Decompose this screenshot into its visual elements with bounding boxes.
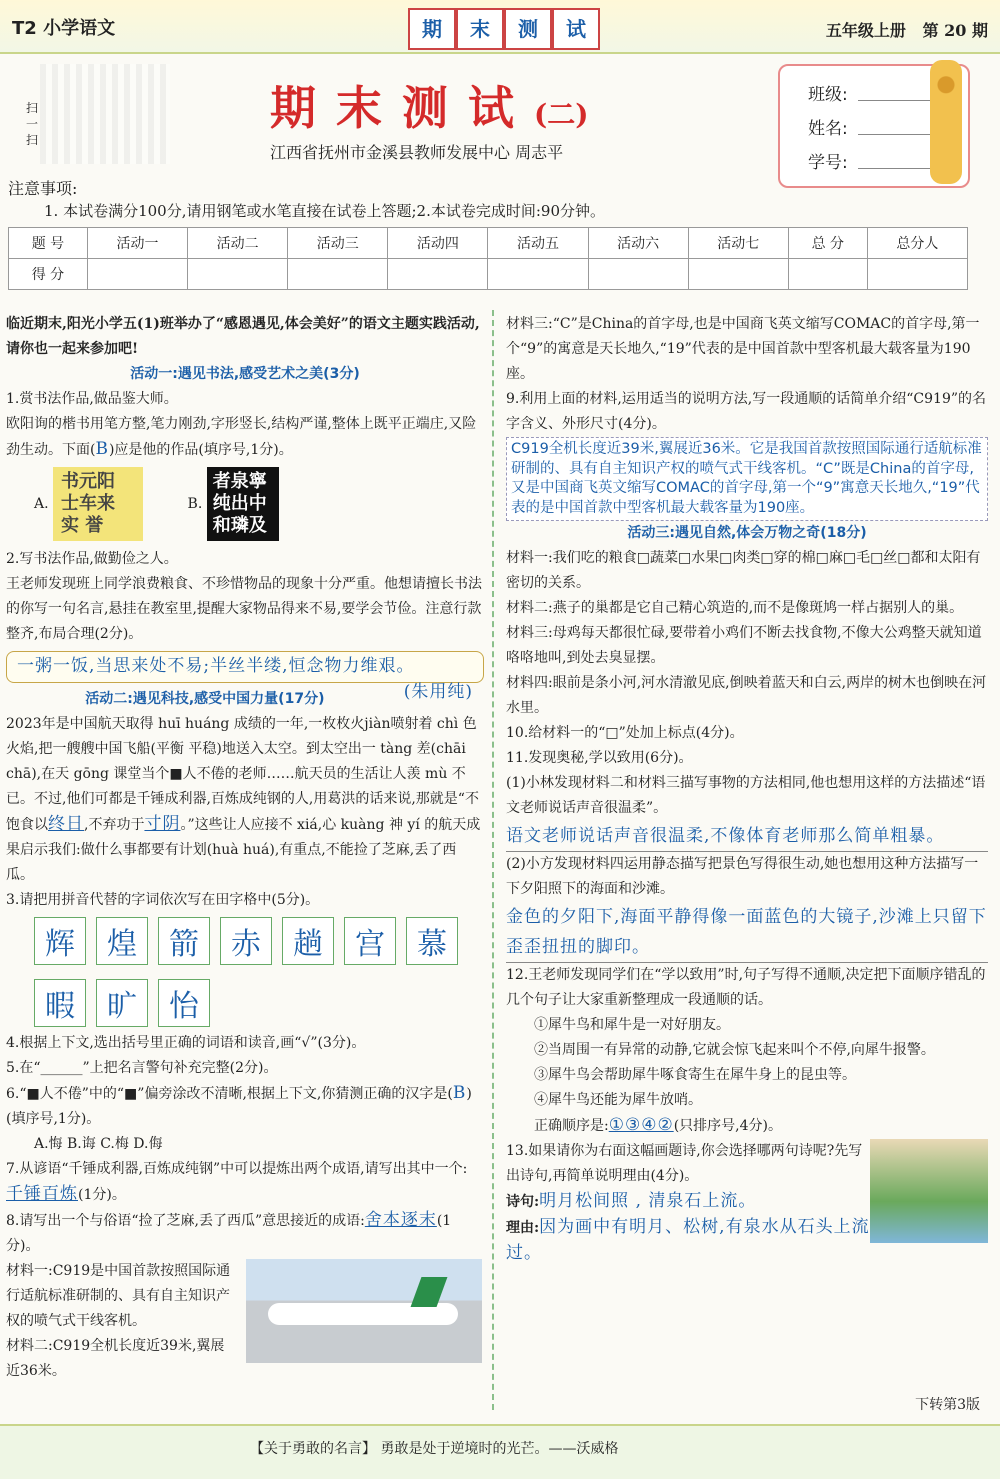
q11-2: (2)小方发现材料四运用静态描写把景色写得很生动,她也想用这种方法描写一下夕阳照下的海面和沙滩。 <box>506 856 979 897</box>
name-label: 姓名: <box>808 119 848 139</box>
scan-label: 扫一扫 <box>26 101 39 147</box>
q1-answer[interactable]: B <box>95 439 109 459</box>
q12-label: 正确顺序是: <box>534 1118 609 1134</box>
score-input-cell[interactable] <box>388 259 488 290</box>
q11: 11.发现奥秘,学以致用(6分)。 <box>506 750 693 766</box>
q12-items <box>506 1013 988 1113</box>
q3: 3.请把用拼音代替的字词依次写在田字格中(5分)。 <box>6 892 320 908</box>
q2-answer[interactable]: 一粥一饭,当思来处不易;半丝半缕,恒念物力维艰。 <box>17 656 415 676</box>
author-line: 江西省抚州市金溪县教师发展中心 周志平 <box>270 143 564 162</box>
q11-1-answer[interactable]: 语文老师说话声音很温柔,不像体育老师那么简单粗暴。 <box>506 821 988 852</box>
id-field[interactable] <box>858 168 934 169</box>
grid-cell[interactable]: 辉 <box>34 917 86 965</box>
materials-row <box>6 1259 484 1384</box>
tag-4: 试 <box>552 8 600 50</box>
header-code <box>12 14 115 40</box>
q2-source: (朱用纯) <box>403 682 473 702</box>
q6-tail: )(填序号,1分)。 <box>6 1086 472 1127</box>
score-header-cell: 活动三 <box>288 228 388 259</box>
grid-cell[interactable]: 旷 <box>96 979 148 1027</box>
grid-cell[interactable]: 怡 <box>158 979 210 1027</box>
poem-answer[interactable]: 明月松间照 , 清泉石上流。 <box>539 1191 757 1211</box>
c919-photo <box>246 1259 482 1363</box>
q6-options: A.悔 B.诲 C.梅 D.侮 <box>34 1136 163 1152</box>
q4: 4.根据上下文,选出括号里正确的词语和读音,画“√”(3分)。 <box>6 1035 366 1051</box>
turn-page-note: 下转第3版 <box>915 1397 980 1413</box>
score-header-cell: 活动五 <box>488 228 588 259</box>
q10: 10.给材料一的“□”处加上标点(4分)。 <box>506 725 744 741</box>
score-input-cell[interactable] <box>688 259 788 290</box>
q12-item: ③犀牛鸟会帮助犀牛啄食寄生在犀牛身上的昆虫等。 <box>534 1067 856 1083</box>
qr-code[interactable] <box>40 64 170 164</box>
reason-label: 理由: <box>506 1220 540 1236</box>
passage-1: 2023年是中国航天取得 huī huáng 成绩的一年,一枚枚火jiàn喷射着 chì 色火焰,把一艘艘中国飞船(平衡 平稳)地送入太空。到太空出一 tàng 差(chāi chā),在天 gōng 课堂当个■人不倦的老师……航天员的生活让人羡 mù 不已。不过,他们可都是千锤成利器,百炼成纯钢的人,用葛洪的话来说,那就是“不饱食以 <box>6 716 479 833</box>
m4: 材料四:眼前是条小河,河水清澈见底,倒映着蓝天和白云,两岸的树木也倒映在河水里。 <box>506 675 987 716</box>
score-header-cell: 题 号 <box>9 228 88 259</box>
grid-cell[interactable]: 宫 <box>344 917 396 965</box>
material-2: 材料二:C919全机长度近39米,翼展近36米。 <box>6 1338 225 1379</box>
material-3: 材料三:“C”是China的首字母,也是中国商飞英文缩写COMAC的首字母,第一个“9”的寓意是天长地久,“19”代表的是中国首款中型客机最大载客量为190座。 <box>506 316 980 382</box>
passage-2: ,不弃功于 <box>84 817 145 833</box>
score-input-cell[interactable] <box>788 259 867 290</box>
score-header-cell: 活动六 <box>588 228 688 259</box>
q8-tail: (1分)。 <box>6 1213 452 1254</box>
q6-body: 6.“■人不倦”中的“■”偏旁涂改不清晰,根据上下文,你猜测正确的汉字是( <box>6 1086 453 1102</box>
class-field[interactable] <box>858 100 934 101</box>
issue-text: 第 20 期 <box>922 21 988 40</box>
grid-cell[interactable]: 煌 <box>96 917 148 965</box>
intro: 临近期末,阳光小学五(1)班举办了“感恩遇见,体会美好”的语文主题实践活动,请你也一起来参加吧! <box>6 316 480 357</box>
grid-cell[interactable]: 赤 <box>220 917 272 965</box>
left-column <box>6 312 484 1384</box>
score-header-cell: 活动四 <box>388 228 488 259</box>
q9-answer[interactable]: C919全机长度近39米,翼展近36米。它是我国首款按照国际通行适航标准研制的、具有自主知识产权的喷气式干线客机。“C”既是China的首字母,又是中国商飞英文缩写COMAC的首字母,第一个“9”寓意天长地久,“19”代表的是中国首款中型客机最大载客量为190座。 <box>506 437 988 521</box>
right-column <box>506 312 988 1267</box>
page-title <box>270 72 589 138</box>
score-input-cell[interactable] <box>87 259 187 290</box>
grid-cell[interactable]: 慕 <box>406 917 458 965</box>
q8-answer[interactable]: 舍本逐末 <box>364 1210 437 1230</box>
q12: 12.王老师发现同学们在“学以致用”时,句子写得不通顺,决定把下面顺序错乱的几个句子让大家重新整理成一段通顺的话。 <box>506 967 986 1008</box>
q1: 1.赏书法作品,做品鉴大师。 <box>6 391 178 407</box>
m1: 材料一:我们吃的粮食□蔬菜□水果□肉类□穿的棉□麻□毛□丝□都和太阳有密切的关系。 <box>506 550 981 591</box>
grade-text: 五年级上册 <box>825 21 906 40</box>
q12-answer[interactable]: ①③④② <box>608 1115 674 1135</box>
activity-2-title: 活动二:遇见科技,感受中国力量(17分) <box>85 691 325 707</box>
q7-tail: (1分)。 <box>78 1187 126 1203</box>
column-divider <box>492 310 494 1410</box>
q6 <box>6 1081 484 1132</box>
calligraphy-b: 者泉寧 纯出中 和璘及 <box>207 467 279 541</box>
header-right <box>826 18 988 41</box>
q6-answer[interactable]: B <box>452 1083 467 1103</box>
score-header-cell: 总 分 <box>788 228 867 259</box>
reason-answer[interactable]: 因为画中有明月、松树,有泉水从石头上流过。 <box>506 1217 870 1263</box>
q7 <box>6 1157 484 1208</box>
q12-order <box>506 1113 988 1139</box>
id-label: 学号: <box>808 153 848 173</box>
score-input-cell[interactable] <box>588 259 688 290</box>
poem-label: 诗句: <box>506 1194 540 1210</box>
q11-1: (1)小林发现材料二和材料三描写事物的方法相同,他也想用这样的方法描述“语文老师说话声音很温柔”。 <box>506 775 986 816</box>
score-input-cell[interactable] <box>188 259 288 290</box>
q13: 13.如果请你为右面这幅画题诗,你会选择哪两句诗呢?先写出诗句,再简单说明理由(4分)。 <box>506 1143 863 1184</box>
q12-item: ④犀牛鸟还能为犀牛放哨。 <box>534 1092 702 1108</box>
title-num: (二) <box>534 98 589 131</box>
q1-body: 欧阳询的楷书用笔方整,笔力刚劲,字形竖长,结构严谨,整体上既平正端庄,又险劲生动。下面( <box>6 416 477 458</box>
footer-quote: 【关于勇敢的名言】 勇敢是处于逆境时的光芒。——沃威格 <box>250 1441 619 1457</box>
q2-text: 王老师发现班上同学浪费粮食、不珍惜物品的现象十分严重。他想请擅长书法的你写一句名言,悬挂在教室里,提醒大家物品得来不易,要学会节俭。注意行款整齐,布局合理(2分)。 <box>6 576 482 642</box>
score-table <box>8 227 968 290</box>
notes-heading: 注意事项: <box>8 179 78 198</box>
calligraphy-a: 书元阳 士车来 实 誉 <box>53 467 143 541</box>
score-header-cell: 活动七 <box>688 228 788 259</box>
option-b-label: B. <box>187 496 203 512</box>
class-label: 班级: <box>808 85 848 105</box>
q1-text <box>6 412 484 463</box>
q12-tail: (只排序号,4分)。 <box>673 1118 782 1134</box>
q8 <box>6 1208 484 1259</box>
q7-body: 7.从谚语“千锤成利器,百炼成纯钢”中可以提炼出两个成语,请写出其中一个: <box>6 1161 468 1177</box>
option-a-label: A. <box>34 496 49 512</box>
score-header-cell: 活动二 <box>188 228 288 259</box>
notes-text: 1. 本试卷满分100分,请用钢笔或水笔直接在试卷上答题;2.本试卷完成时间:90分钟。 <box>44 202 605 220</box>
q12-item: ②当周围一有异常的动静,它就会惊飞起来叫个不停,向犀牛报警。 <box>534 1042 935 1058</box>
q11-2-answer[interactable]: 金色的夕阳下,海面平静得像一面蓝色的大镜子,沙滩上只留下歪歪扭扭的脚印。 <box>506 902 988 963</box>
q8-body: 8.请写出一个与俗语“捡了芝麻,丢了西瓜”意思接近的成语: <box>6 1213 365 1229</box>
passage <box>6 712 484 888</box>
q9: 9.利用上面的材料,运用适当的说明方法,写一段通顺的话简单介绍“C919”的名字含义、外形尺寸(4分)。 <box>506 391 987 432</box>
score-input-cell[interactable] <box>288 259 388 290</box>
q7-answer[interactable]: 千锤百炼 <box>6 1184 78 1204</box>
code-text: T2 <box>12 18 37 39</box>
m3: 材料三:母鸡每天都很忙碌,要带着小鸡们不断去找食物,不像大公鸡整天就知道咯咯地叫,到处去臭显摆。 <box>506 625 982 666</box>
name-field[interactable] <box>858 134 934 135</box>
grid-cell[interactable]: 暇 <box>34 979 86 1027</box>
grid-cell[interactable]: 箭 <box>158 917 210 965</box>
activity-1-title: 活动一:遇见书法,感受艺术之美(3分) <box>130 366 360 382</box>
materials-text <box>6 1259 236 1384</box>
blank-2[interactable]: 寸阴 <box>144 814 181 834</box>
q1-tail: )应是他的作品(填序号,1分)。 <box>108 442 293 458</box>
blank-1[interactable]: 终日 <box>48 814 84 834</box>
score-header-cell: 活动一 <box>87 228 187 259</box>
giraffe-illustration <box>930 60 962 184</box>
score-input-cell[interactable] <box>488 259 588 290</box>
subject-text: 小学语文 <box>43 18 116 39</box>
calligraphy-options <box>34 467 484 541</box>
m2: 材料二:燕子的巢都是它自己精心筑造的,而不是像斑鸠一样占据别人的巢。 <box>506 600 964 616</box>
tag-3: 测 <box>504 8 552 50</box>
landscape-painting <box>870 1139 988 1243</box>
activity-3-title: 活动三:遇见自然,体会万物之奇(18分) <box>627 525 867 541</box>
material-1: 材料一:C919是中国首款按照国际通行适航标准研制的、具有自主知识产权的喷气式干线客机。 <box>6 1263 231 1329</box>
tag-2: 末 <box>456 8 504 50</box>
passage-3: 。”这些让人应接不 xiá,心 kuàng 神 yí 的航天成果启示我们:做什么事都要有计划(huà huá),有重点,不能捡了芝麻,丢了西瓜。 <box>6 817 481 883</box>
grid-cell[interactable]: 趟 <box>282 917 334 965</box>
tag-1: 期 <box>408 8 456 50</box>
score-row-label: 得 分 <box>9 259 88 290</box>
score-header-cell: 总分人 <box>867 228 967 259</box>
q12-item: ①犀牛鸟和犀牛是一对好朋友。 <box>534 1017 730 1033</box>
title-main: 期末测试 <box>270 81 534 135</box>
q5: 5.在“______”上把名言警句补充完整(2分)。 <box>6 1060 278 1076</box>
character-grid <box>34 917 484 1027</box>
q2: 2.写书法作品,做勤俭之人。 <box>6 551 178 567</box>
score-input-cell[interactable] <box>867 259 967 290</box>
